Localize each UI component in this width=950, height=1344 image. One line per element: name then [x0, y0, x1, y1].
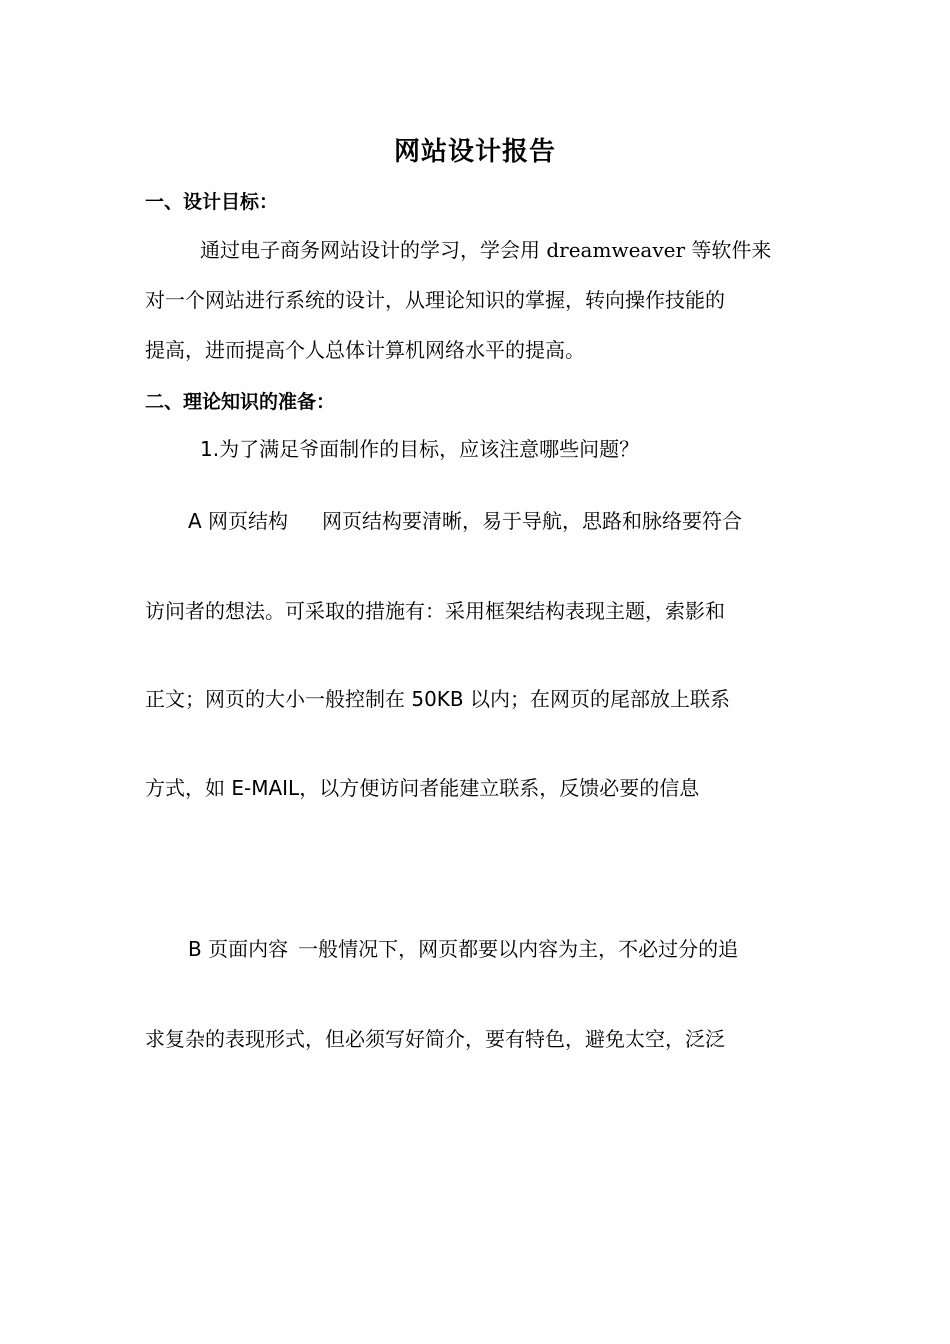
- line-text: 正文；网页的大小一般控制在: [145, 687, 412, 711]
- item-a-title: 网页结构: [208, 509, 289, 533]
- item-b-title: 页面内容: [208, 937, 289, 961]
- section-heading-design-goal: 一、设计目标：: [145, 191, 279, 213]
- item-a-line-3: [145, 684, 730, 714]
- question-number: 1.: [200, 437, 220, 461]
- item-b-text: 一般情况下，网页都要以内容为主，不必过分的追: [298, 937, 739, 961]
- item-b-line-2: 求复杂的表现形式，但必须写好简介，要有特色，避免太空，泛泛: [145, 1027, 725, 1051]
- paragraph-line: 通过电子商务网站设计的学习，学会用 dreamweaver 等软件来: [200, 238, 772, 262]
- section-heading-theory: 二、理论知识的准备：: [145, 391, 336, 413]
- item-a-label: A: [188, 509, 202, 533]
- document-title: 网站设计报告: [393, 137, 556, 167]
- item-a-line-2: 访问者的想法。可采取的措施有：采用框架结构表现主题，索影和: [145, 599, 725, 623]
- question-text: 为了满足爷面制作的目标，应该注意哪些问题？: [219, 437, 640, 461]
- item-b-label: B: [188, 937, 202, 961]
- item-b-line-1: [188, 934, 738, 964]
- size-limit-value: 50KB: [411, 687, 464, 711]
- line-text: 以内；在网页的尾部放上联系: [463, 687, 731, 711]
- question-line: [200, 434, 639, 464]
- email-term: E-MAIL: [231, 776, 300, 800]
- line-text: ，以方便访问者能建立联系，反馈必要的信息: [299, 776, 700, 800]
- paragraph-line: 对一个网站进行系统的设计，从理论知识的掌握，转向操作技能的: [145, 288, 725, 312]
- paragraph-line: 提高，进而提高个人总体计算机网络水平的提高。: [145, 338, 585, 362]
- item-a-line-4: [145, 773, 699, 803]
- item-a-line-1: [188, 506, 742, 536]
- line-text: 方式，如: [145, 776, 232, 800]
- item-a-text: 网页结构要清晰，易于导航，思路和脉络要符合: [322, 509, 743, 533]
